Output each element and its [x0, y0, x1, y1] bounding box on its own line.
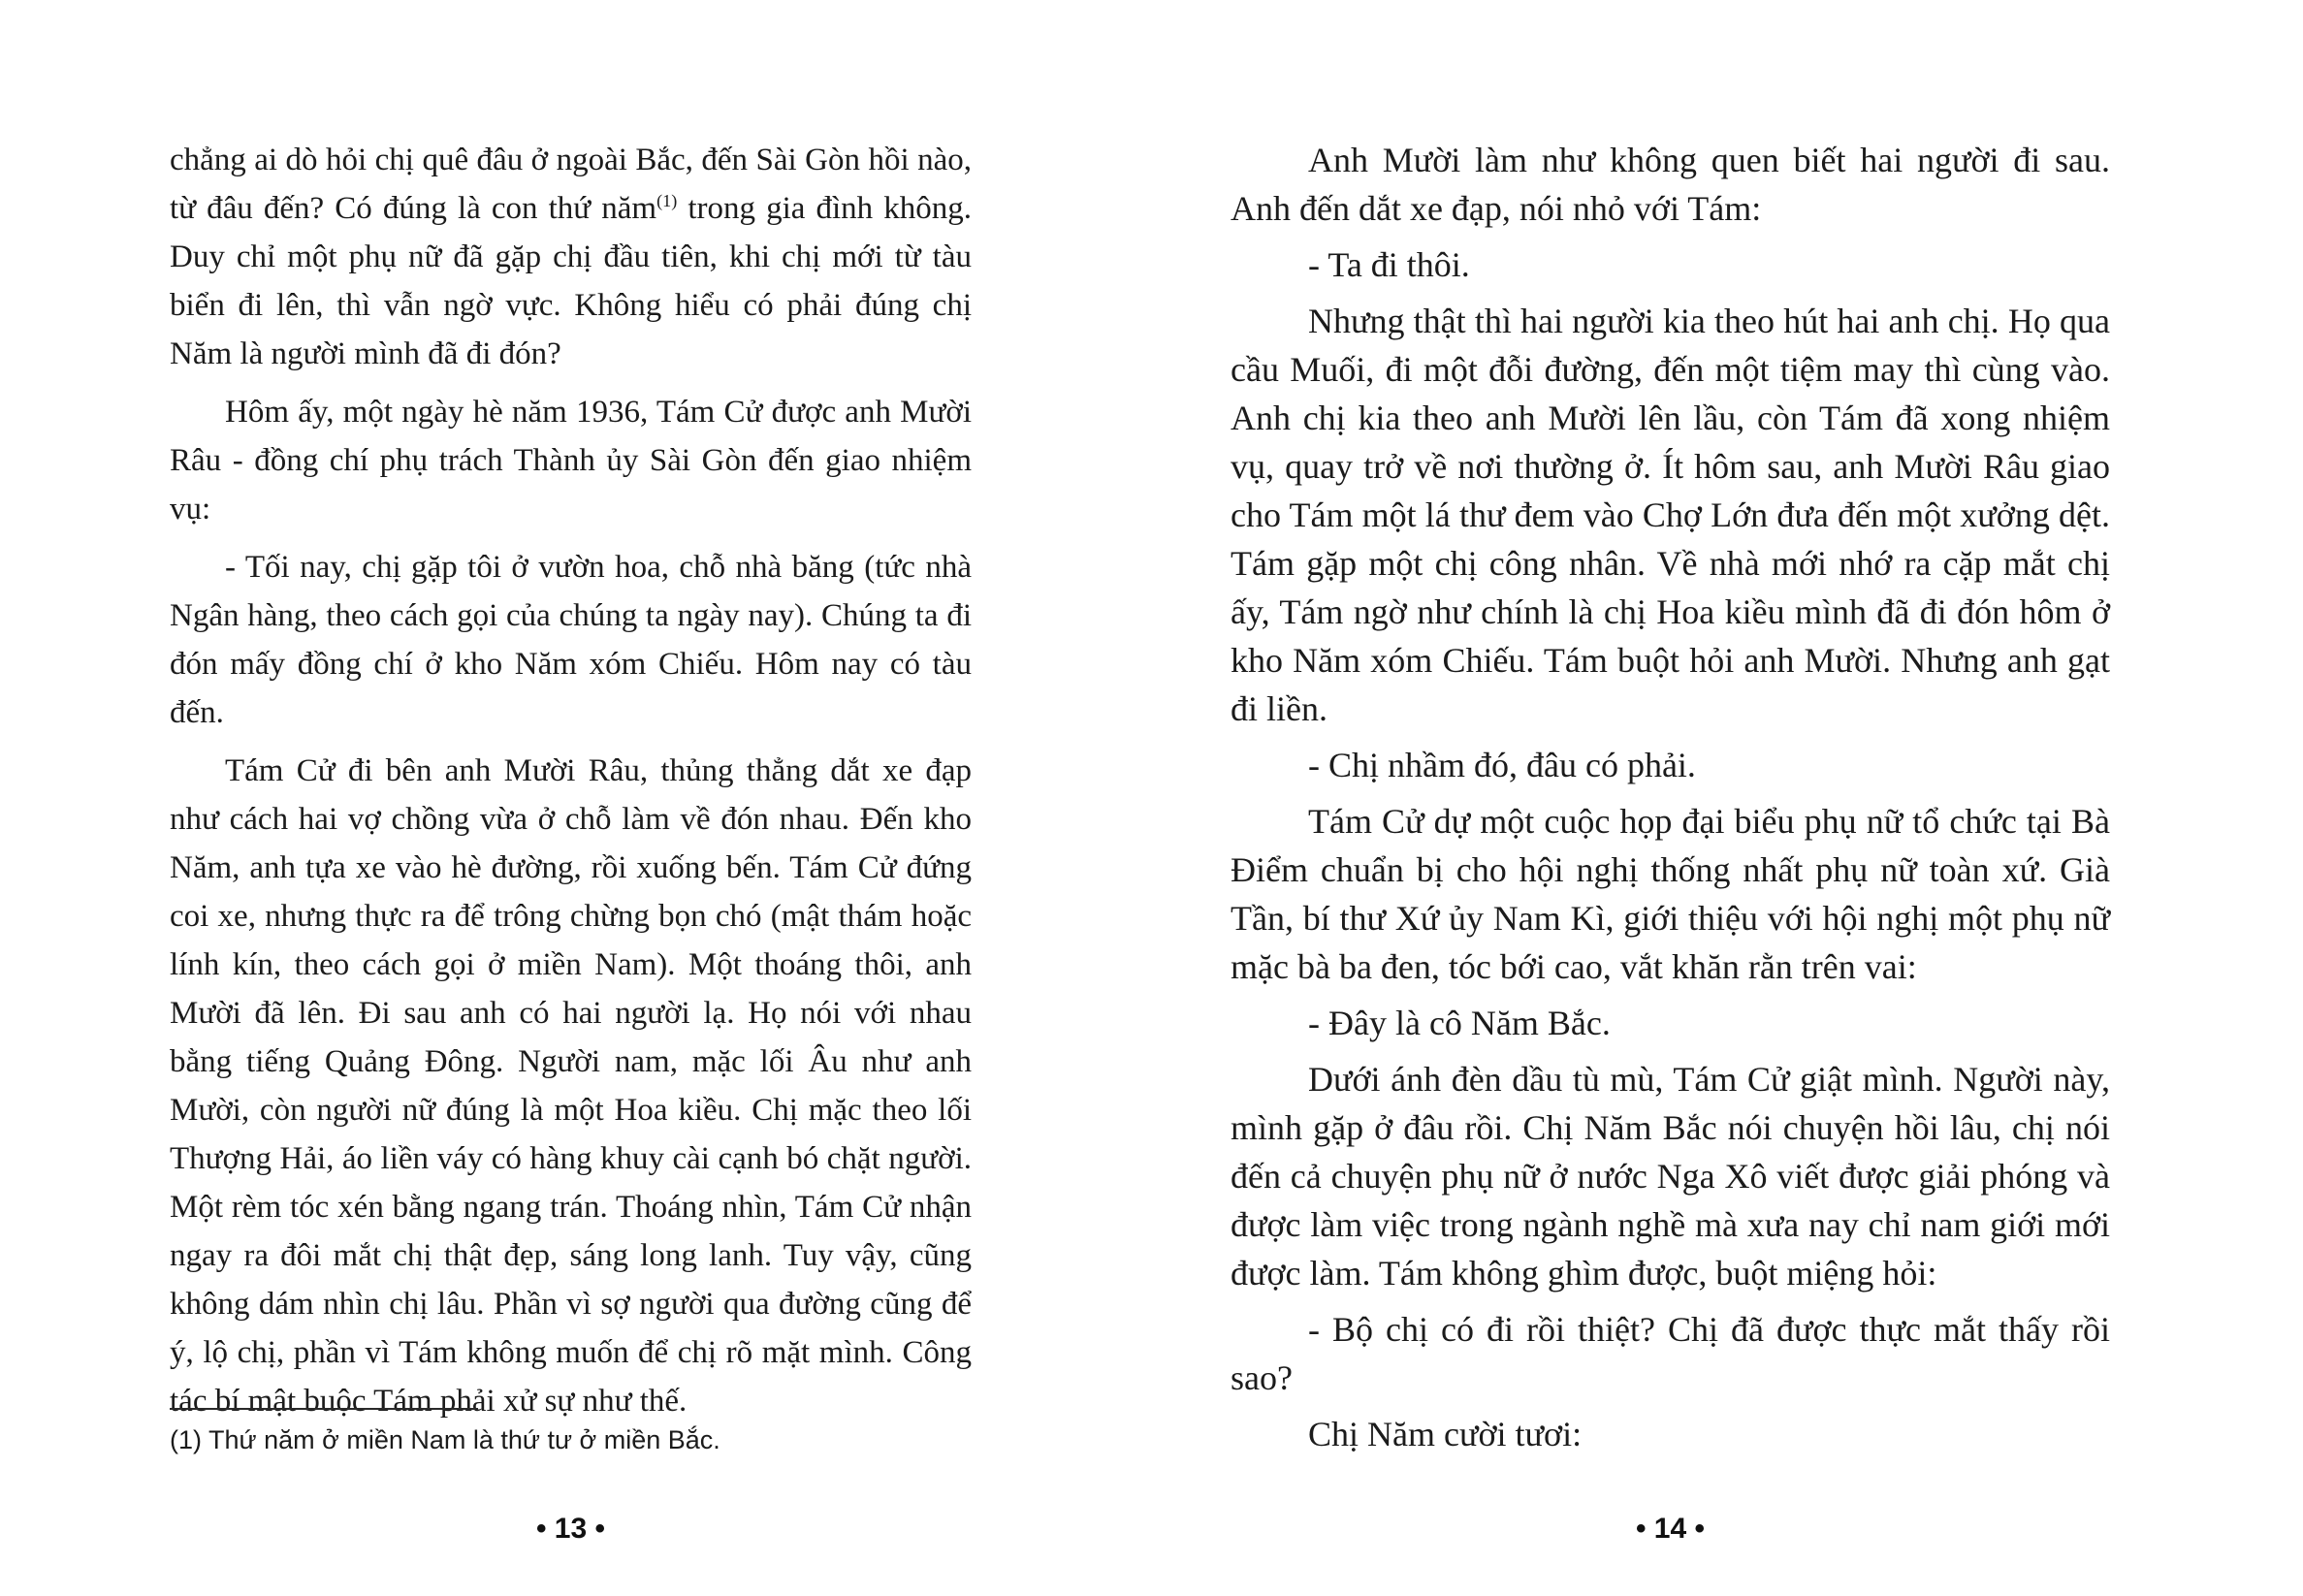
footnote-marker: (1) [656, 191, 678, 210]
paragraph: - Bộ chị có đi rồi thiệt? Chị đã được thực mắt thấy rồi sao? [1231, 1310, 2110, 1397]
paragraph: - Ta đi thôi. [1308, 245, 1470, 284]
page-right-text-column [1231, 136, 2110, 1466]
paragraph [170, 136, 972, 378]
paragraph-text: trong gia đình không. Duy chỉ một phụ nữ đã gặp chị đầu tiên, khi chị mới từ tàu biển đi lên, thì vẫn ngờ vực. Không hiểu có phải đúng chị Năm là người mình đã đi đón? [170, 191, 972, 371]
page-number-right: • 14 • [1635, 1513, 1706, 1545]
paragraph-text: chẳng ai dò hỏi chị quê đâu ở ngoài Bắc, đến Sài Gòn hồi nào, từ đâu đến? Có đúng là con thứ năm [170, 143, 972, 226]
paragraph: Nhưng thật thì hai người kia theo hút hai anh chị. Họ qua cầu Muối, đi một đỗi đường, đến một tiệm may thì cùng vào. Anh chị kia theo anh Mười lên lầu, còn Tám đã xong nhiệm vụ, quay trở về nơi thường ở. Ít hôm sau, anh Mười Râu giao cho Tám một lá thư đem vào Chợ Lớn đưa đến một xưởng dệt. Tám gặp một chị công nhân. Về nhà mới nhớ ra cặp mắt chị ấy, Tám ngờ như chính là chị Hoa kiều mình đã đi đón hôm ở kho Năm xóm Chiếu. Tám buột hỏi anh Mười. Nhưng anh gạt đi liền. [1231, 302, 2110, 728]
page-number-left: • 13 • [535, 1513, 606, 1545]
footnote-divider [170, 1408, 478, 1410]
paragraph: Tám Cử dự một cuộc họp đại biểu phụ nữ tổ chức tại Bà Điểm chuẩn bị cho hội nghị thống nhất phụ nữ toàn xứ. Già Tần, bí thư Xứ ủy Nam Kì, giới thiệu với hội nghị một phụ nữ mặc bà ba đen, tóc bới cao, vắt khăn rằn trên vai: [1231, 802, 2110, 986]
paragraph: Anh Mười làm như không quen biết hai người đi sau. Anh đến dắt xe đạp, nói nhỏ với Tám: [1231, 141, 2110, 228]
paragraph: Chị Năm cười tươi: [1308, 1415, 1583, 1453]
paragraph: - Đây là cô Năm Bắc. [1308, 1004, 1611, 1042]
paragraph: - Chị nhầm đó, đâu có phải. [1308, 746, 1696, 784]
paragraph: - Tối nay, chị gặp tôi ở vườn hoa, chỗ nhà băng (tức nhà Ngân hàng, theo cách gọi của chúng ta ngày nay). Chúng ta đi đón mấy đồng chí ở kho Năm xóm Chiếu. Hôm nay có tàu đến. [170, 550, 972, 730]
paragraph: Hôm ấy, một ngày hè năm 1936, Tám Cử được anh Mười Râu - đồng chí phụ trách Thành ủy Sài Gòn đến giao nhiệm vụ: [170, 395, 972, 527]
page-left-text-column [170, 136, 972, 1435]
paragraph: Dưới ánh đèn dầu tù mù, Tám Cử giật mình. Người này, mình gặp ở đâu rồi. Chị Năm Bắc nói chuyện hồi lâu, chị nói đến cả chuyện phụ nữ ở nước Nga Xô viết được giải phóng và được làm việc trong ngành nghề mà xưa nay chỉ nam giới mới được làm. Tám không ghìm được, buột miệng hỏi: [1231, 1060, 2110, 1293]
paragraph: Tám Cử đi bên anh Mười Râu, thủng thẳng dắt xe đạp như cách hai vợ chồng vừa ở chỗ làm về đón nhau. Đến kho Năm, anh tựa xe vào hè đường, rồi xuống bến. Tám Cử đứng coi xe, nhưng thực ra để trông chừng bọn chó (mật thám hoặc lính kín, theo cách gọi ở miền Nam). Một thoáng thôi, anh Mười đã lên. Đi sau anh có hai người lạ. Họ nói với nhau bằng tiếng Quảng Đông. Người nam, mặc lối Âu như anh Mười, còn người nữ đúng là một Hoa kiều. Chị mặc theo lối Thượng Hải, áo liền váy có hàng khuy cài cạnh bó chặt người. Một rèm tóc xén bằng ngang trán. Thoáng nhìn, Tám Cử nhận ngay ra đôi mắt chị thật đẹp, sáng long lanh. Tuy vậy, cũng không dám nhìn chị lâu. Phần vì sợ người qua đường cũng để ý, lộ chị, phần vì Tám không muốn để chị rõ mặt mình. Công tác bí mật buộc Tám phải xử sự như thế. [170, 753, 972, 1419]
footnote: (1) Thứ năm ở miền Nam là thứ tư ở miền Bắc. [170, 1425, 720, 1454]
